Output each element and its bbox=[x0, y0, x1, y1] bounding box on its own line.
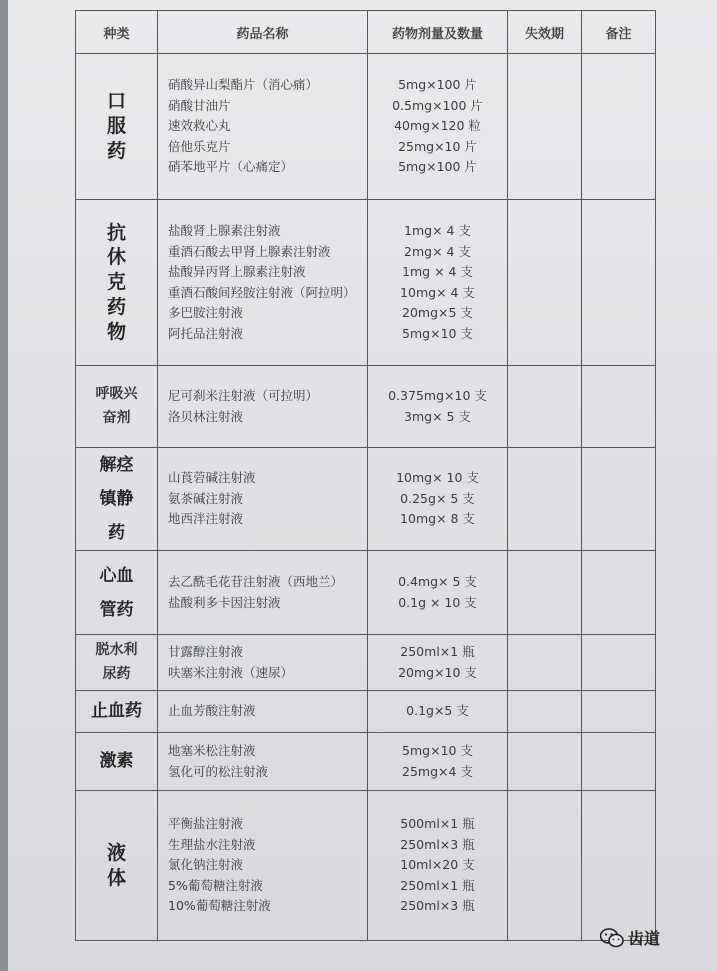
category-label: 激素 bbox=[99, 750, 134, 771]
drug-name: 甘露醇注射液 bbox=[168, 644, 244, 659]
drug-doses-cell bbox=[368, 366, 508, 448]
expiry-cell bbox=[508, 691, 582, 733]
drug-doses-cell bbox=[368, 200, 508, 366]
drug-doses-cell bbox=[368, 551, 508, 635]
drug-dose: 10ml×20 支 bbox=[400, 857, 475, 873]
drug-names-cell bbox=[158, 791, 368, 941]
drug-doses-cell bbox=[368, 635, 508, 691]
category-cell bbox=[76, 366, 158, 448]
drug-name: 生理盐水注射液 bbox=[168, 836, 256, 852]
drug-names-cell bbox=[158, 366, 368, 448]
table-row bbox=[76, 200, 656, 366]
header-category: 种类 bbox=[76, 11, 158, 54]
category-label: 呼吸兴奋剂 bbox=[95, 385, 138, 426]
wechat-icon bbox=[600, 928, 624, 948]
drug-dose: 25mg×10 片 bbox=[398, 138, 477, 154]
category-cell bbox=[76, 635, 158, 691]
drug-name: 盐酸肾上腺素注射液 bbox=[168, 223, 281, 238]
drug-name: 10%葡萄糖注射液 bbox=[168, 898, 271, 914]
drug-dose: 0.5mg×100 片 bbox=[392, 97, 483, 113]
table-row bbox=[76, 551, 656, 635]
drug-name: 阿托品注射液 bbox=[168, 325, 244, 341]
drug-dose: 0.375mg×10 支 bbox=[388, 388, 487, 403]
drug-dose: 20mg×10 支 bbox=[398, 664, 477, 680]
drug-name: 硝酸甘油片 bbox=[168, 97, 231, 113]
drug-name: 止血芳酸注射液 bbox=[168, 703, 256, 719]
category-label: 口服药 bbox=[106, 90, 126, 162]
table-row bbox=[76, 54, 656, 200]
drug-doses-cell bbox=[368, 691, 508, 733]
table-row bbox=[76, 691, 656, 733]
watermark bbox=[600, 926, 660, 949]
drug-dose: 500ml×1 瓶 bbox=[400, 816, 475, 832]
expiry-cell bbox=[508, 448, 582, 551]
drug-name: 平衡盐注射液 bbox=[168, 816, 244, 832]
category-label: 心血管药 bbox=[99, 565, 134, 620]
drug-names-cell bbox=[158, 54, 368, 200]
drug-dose: 5mg×10 支 bbox=[402, 325, 473, 341]
drug-name: 洛贝林注射液 bbox=[168, 408, 244, 424]
remarks-cell bbox=[582, 366, 656, 448]
header-dose: 药物剂量及数量 bbox=[368, 11, 508, 54]
category-label: 液体 bbox=[106, 841, 126, 889]
drug-dose: 5mg×100 片 bbox=[398, 159, 477, 175]
remarks-cell bbox=[582, 54, 656, 200]
drug-name: 氯化钠注射液 bbox=[168, 857, 244, 873]
drug-name: 去乙酰毛花苷注射液（西地兰） bbox=[168, 574, 344, 589]
category-cell bbox=[76, 448, 158, 551]
drug-name: 重酒石酸去甲肾上腺素注射液 bbox=[168, 243, 331, 259]
drug-dose: 0.4mg× 5 支 bbox=[398, 574, 477, 589]
category-cell bbox=[76, 691, 158, 733]
drug-doses-cell bbox=[368, 733, 508, 791]
remarks-cell bbox=[582, 448, 656, 551]
category-cell bbox=[76, 200, 158, 366]
header-expiry: 失效期 bbox=[508, 11, 582, 54]
drug-name: 5%葡萄糖注射液 bbox=[168, 877, 263, 893]
drug-name: 盐酸异丙肾上腺素注射液 bbox=[168, 264, 306, 279]
expiry-cell bbox=[508, 366, 582, 448]
remarks-cell bbox=[582, 691, 656, 733]
drug-dose: 2mg× 4 支 bbox=[404, 243, 471, 259]
drug-name: 盐酸利多卡因注射液 bbox=[168, 594, 281, 610]
drug-doses-cell bbox=[368, 448, 508, 551]
expiry-cell bbox=[508, 733, 582, 791]
drug-name: 速效救心丸 bbox=[168, 118, 231, 134]
category-cell bbox=[76, 54, 158, 200]
drug-dose: 1mg × 4 支 bbox=[402, 264, 473, 279]
drug-name: 氨茶碱注射液 bbox=[168, 490, 244, 506]
header-remarks: 备注 bbox=[582, 11, 656, 54]
category-cell bbox=[76, 791, 158, 941]
drug-dose: 10mg× 10 支 bbox=[396, 470, 479, 486]
drug-dose: 5mg×100 片 bbox=[398, 77, 477, 93]
remarks-cell bbox=[582, 791, 656, 941]
drug-dose: 5mg×10 支 bbox=[402, 743, 473, 758]
drug-dose: 250ml×1 瓶 bbox=[400, 644, 475, 659]
header-name: 药品名称 bbox=[158, 11, 368, 54]
drug-names-cell bbox=[158, 200, 368, 366]
drug-name: 硝酸异山梨酯片（消心痛） bbox=[168, 77, 319, 93]
drug-dose: 40mg×120 粒 bbox=[394, 118, 481, 134]
table-header-row bbox=[76, 11, 656, 54]
drug-name: 多巴胺注射液 bbox=[168, 305, 244, 320]
category-label: 解痉镇静药 bbox=[99, 455, 134, 543]
drug-name: 地西泮注射液 bbox=[168, 511, 244, 527]
drug-names-cell bbox=[158, 691, 368, 733]
expiry-cell bbox=[508, 54, 582, 200]
drug-names-cell bbox=[158, 448, 368, 551]
drug-dose: 10mg× 8 支 bbox=[400, 511, 475, 527]
drug-name: 重酒石酸间羟胺注射液（阿拉明） bbox=[168, 284, 356, 300]
table-row bbox=[76, 448, 656, 551]
drug-name: 氢化可的松注射液 bbox=[168, 763, 269, 779]
drug-dose: 250ml×3 瓶 bbox=[400, 898, 475, 914]
category-label: 脱水利尿药 bbox=[95, 641, 138, 682]
drug-dose: 20mg×5 支 bbox=[402, 305, 473, 320]
drug-dose: 0.1g×5 支 bbox=[406, 703, 469, 719]
drug-name: 尼可刹米注射液（可拉明） bbox=[168, 388, 319, 403]
drug-name: 山莨菪碱注射液 bbox=[168, 470, 256, 486]
drug-dose: 10mg× 4 支 bbox=[400, 284, 475, 300]
table-row bbox=[76, 791, 656, 941]
drug-name: 倍他乐克片 bbox=[168, 138, 231, 154]
medicine-inventory-table bbox=[75, 10, 656, 941]
drug-names-cell bbox=[158, 733, 368, 791]
remarks-cell bbox=[582, 635, 656, 691]
drug-doses-cell bbox=[368, 791, 508, 941]
drug-names-cell bbox=[158, 635, 368, 691]
drug-dose: 250ml×1 瓶 bbox=[400, 877, 475, 893]
table-row bbox=[76, 733, 656, 791]
expiry-cell bbox=[508, 635, 582, 691]
category-cell bbox=[76, 733, 158, 791]
remarks-cell bbox=[582, 733, 656, 791]
table-body bbox=[76, 54, 656, 941]
expiry-cell bbox=[508, 200, 582, 366]
drug-dose: 250ml×3 瓶 bbox=[400, 836, 475, 852]
table-row bbox=[76, 635, 656, 691]
drug-name: 地塞米松注射液 bbox=[168, 743, 256, 758]
brand-name: 齿道 bbox=[628, 929, 661, 948]
expiry-cell bbox=[508, 551, 582, 635]
drug-dose: 3mg× 5 支 bbox=[404, 408, 471, 424]
remarks-cell bbox=[582, 200, 656, 366]
drug-dose: 0.25g× 5 支 bbox=[400, 490, 475, 506]
drug-dose: 0.1g × 10 支 bbox=[398, 594, 477, 610]
drug-name: 硝苯地平片（心痛定） bbox=[168, 159, 294, 175]
table-row bbox=[76, 366, 656, 448]
category-cell bbox=[76, 551, 158, 635]
category-label: 止血药 bbox=[91, 700, 142, 721]
drug-doses-cell bbox=[368, 54, 508, 200]
drug-dose: 1mg× 4 支 bbox=[404, 223, 471, 238]
remarks-cell bbox=[582, 551, 656, 635]
category-label: 抗休克药物 bbox=[106, 221, 126, 343]
drug-name: 呋塞米注射液（速尿） bbox=[168, 664, 294, 680]
expiry-cell bbox=[508, 791, 582, 941]
drug-names-cell bbox=[158, 551, 368, 635]
drug-dose: 25mg×4 支 bbox=[402, 763, 473, 779]
